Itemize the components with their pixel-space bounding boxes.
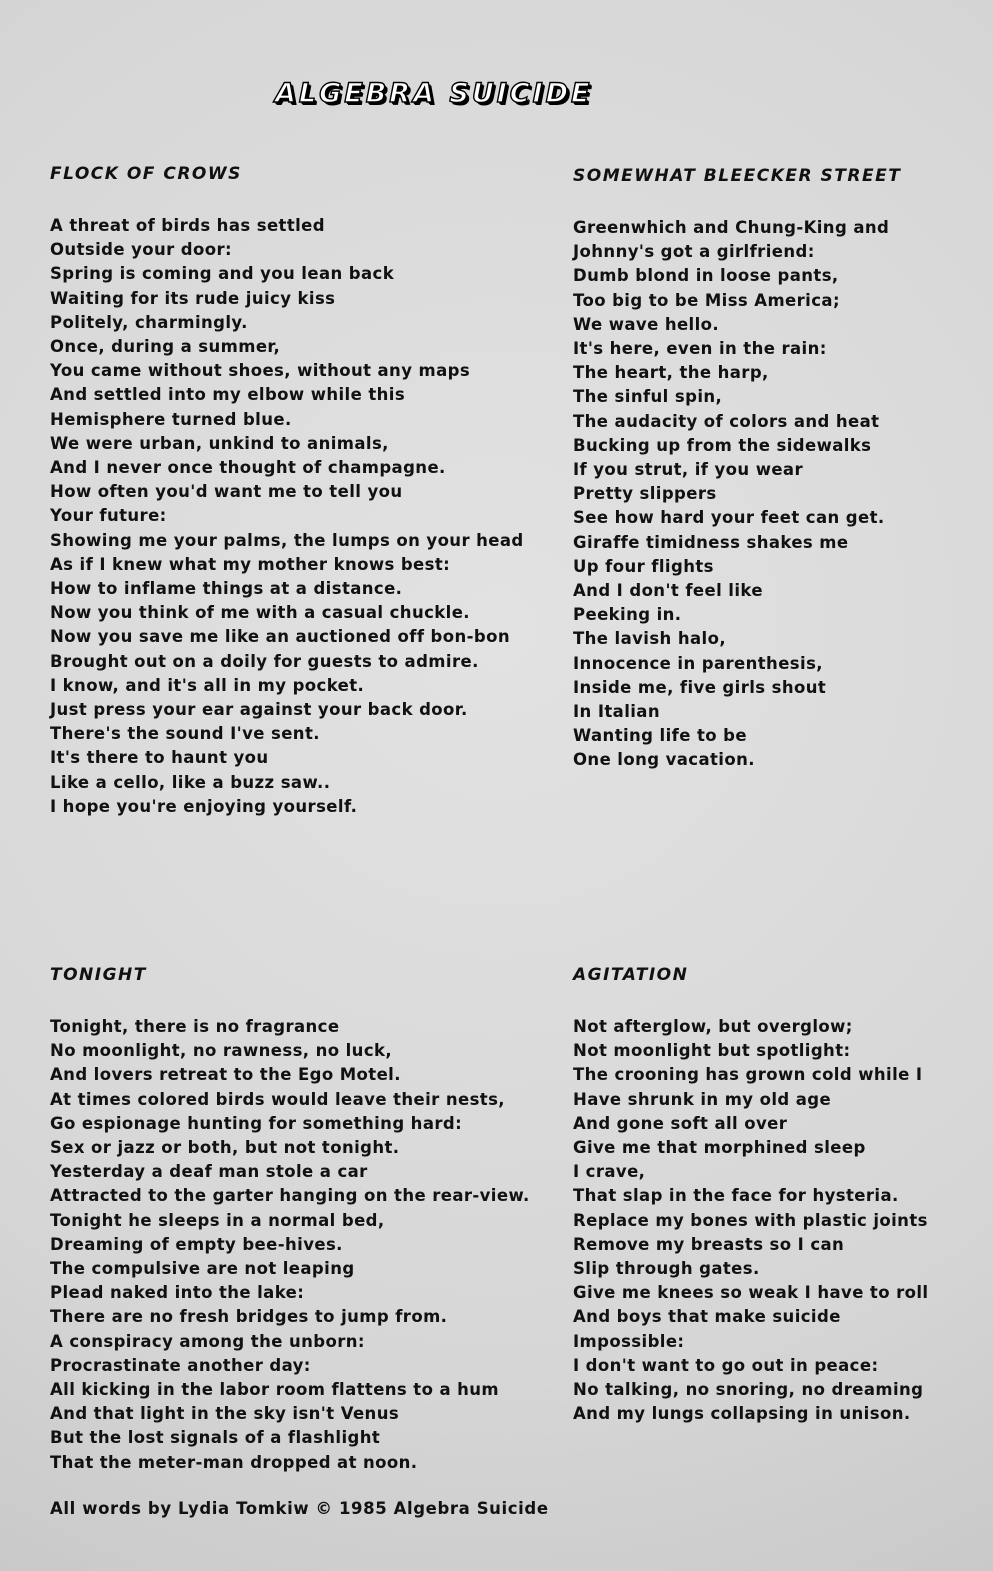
poem-line: As if I knew what my mother knows best: [50, 554, 451, 574]
poem-line: Not moonlight but spotlight: [573, 1041, 851, 1061]
poem-line: Sex or jazz or both, but not tonight. [50, 1138, 400, 1158]
poem-line: The lavish halo, [573, 629, 726, 649]
poem-line: Waiting for its rude juicy kiss [50, 288, 336, 308]
poem-line: And I never once thought of champagne. [50, 458, 446, 478]
poem-line: See how hard your feet can get. [573, 508, 885, 528]
poem-line: Plead naked into the lake: [50, 1283, 305, 1303]
poem-line: We wave hello. [573, 314, 720, 334]
poem-line: Pretty slippers [573, 484, 717, 504]
poem-line: Politely, charmingly. [50, 312, 248, 332]
poem-line: The crooning has grown cold while I [573, 1065, 923, 1085]
poem-line: The heart, the harp, [573, 363, 769, 383]
poem-line: I know, and it's all in my pocket. [50, 675, 365, 695]
poem-lines [573, 1015, 928, 1426]
poem-line: Too big to be Miss America; [573, 290, 840, 310]
poem-line: Go espionage hunting for something hard: [50, 1113, 463, 1133]
poem-line: The compulsive are not leaping [50, 1259, 355, 1279]
poem-line: Give me that morphined sleep [573, 1138, 866, 1158]
poem-line: Wanting life to be [573, 726, 747, 746]
poem-line: Have shrunk in my old age [573, 1089, 832, 1109]
poem-line: Tonight he sleeps in a normal bed, [50, 1210, 385, 1230]
poem-line: Impossible: [573, 1331, 685, 1351]
poem-line: In Italian [573, 702, 660, 722]
poem-line: Bucking up from the sidewalks [573, 435, 872, 455]
poem-line: There's the sound I've sent. [50, 724, 320, 744]
poem-line: And gone soft all over [573, 1113, 788, 1133]
poem-line: Brought out on a doily for guests to admire. [50, 651, 479, 671]
poem-lines [50, 1015, 530, 1475]
poem-line: And my lungs collapsing in unison. [573, 1404, 911, 1424]
poem-line: But the lost signals of a flashlight [50, 1428, 381, 1448]
poem-line: Johnny's got a girlfriend: [573, 242, 815, 262]
poem-lines [573, 216, 901, 773]
poem-line: Slip through gates. [573, 1259, 760, 1279]
poem-line: And settled into my elbow while this [50, 385, 406, 405]
poem-line: Not afterglow, but overglow; [573, 1017, 853, 1036]
poem-title: SOMEWHAT BLEECKER STREET [573, 166, 902, 186]
poem-line: Peeking in. [573, 605, 682, 625]
poem-line: You came without shoes, without any maps [50, 361, 471, 381]
poem-line: That the meter-man dropped at noon. [50, 1452, 418, 1472]
poem-line: Innocence in parenthesis, [573, 653, 823, 673]
poem-line: I crave, [573, 1162, 646, 1182]
poem-line: Like a cello, like a buzz saw.. [50, 772, 331, 792]
poem-line: Hemisphere turned blue. [50, 409, 292, 429]
poem-line: How often you'd want me to tell you [50, 482, 403, 502]
poem-line: It's here, even in the rain: [573, 339, 827, 359]
poem-line: Dreaming of empty bee-hives. [50, 1234, 343, 1254]
poem-line: Greenwhich and Chung-King and [573, 218, 890, 237]
poem-line: At times colored birds would leave their nests, [50, 1089, 505, 1109]
poem-line: Dumb blond in loose pants, [573, 266, 839, 286]
poem-line: Outside your door: [50, 240, 233, 260]
poem-line: I hope you're enjoying yourself. [50, 796, 358, 816]
poem-title: FLOCK OF CROWS [50, 164, 242, 184]
poem-line: Just press your ear against your back door. [50, 700, 468, 720]
poem-line: No talking, no snoring, no dreaming [573, 1380, 924, 1400]
poem-line: Replace my bones with plastic joints [573, 1210, 928, 1230]
poem-line: A threat of birds has settled [50, 216, 325, 235]
poem-line: Give me knees so weak I have to roll [573, 1283, 929, 1303]
poem-line: Your future: [50, 506, 167, 526]
poem-line: Now you save me like an auctioned off bon-bon [50, 627, 510, 647]
poem-line: And lovers retreat to the Ego Motel. [50, 1065, 401, 1085]
poem-line: Procrastinate another day: [50, 1355, 311, 1375]
poem-line: Yesterday a deaf man stole a car [50, 1162, 368, 1182]
poem-line: No moonlight, no rawness, no luck, [50, 1041, 393, 1061]
poem-flock-of-crows [50, 164, 524, 819]
copyright-credit: All words by Lydia Tomkiw © 1985 Algebra Suicide [50, 1499, 549, 1518]
poem-line: Once, during a summer, [50, 337, 281, 357]
poem-somewhat-bleecker-street [573, 166, 901, 773]
poem-line: Tonight, there is no fragrance [50, 1017, 340, 1036]
poem-agitation [573, 965, 928, 1426]
poem-title: AGITATION [573, 965, 689, 985]
poem-line: And I don't feel like [573, 581, 763, 601]
poem-lines [50, 214, 524, 819]
poem-line: If you strut, if you wear [573, 460, 804, 480]
poem-line: Inside me, five girls shout [573, 677, 827, 697]
poem-line: Giraffe timidness shakes me [573, 532, 849, 552]
poem-title: TONIGHT [50, 965, 147, 985]
poem-line: Spring is coming and you lean back [50, 264, 395, 284]
poem-line: The audacity of colors and heat [573, 411, 880, 431]
poem-line: And boys that make suicide [573, 1307, 841, 1327]
poem-line: I don't want to go out in peace: [573, 1355, 879, 1375]
poem-line: One long vacation. [573, 750, 755, 770]
poem-line: And that light in the sky isn't Venus [50, 1404, 400, 1424]
poem-line: It's there to haunt you [50, 748, 269, 768]
poem-line: That slap in the face for hysteria. [573, 1186, 899, 1206]
poem-line: The sinful spin, [573, 387, 723, 407]
poem-line: There are no fresh bridges to jump from. [50, 1307, 448, 1327]
poem-line: Remove my breasts so I can [573, 1234, 845, 1254]
poem-line: Now you think of me with a casual chuckle. [50, 603, 470, 623]
poem-line: All kicking in the labor room flattens to a hum [50, 1380, 500, 1400]
poem-line: A conspiracy among the unborn: [50, 1331, 365, 1351]
poem-line: How to inflame things at a distance. [50, 579, 403, 599]
poem-tonight [50, 965, 530, 1475]
page-title: ALGEBRA SUICIDE [275, 78, 593, 109]
poem-line: Attracted to the garter hanging on the rear-view. [50, 1186, 530, 1206]
poem-line: We were urban, unkind to animals, [50, 433, 389, 453]
poem-line: Showing me your palms, the lumps on your head [50, 530, 524, 550]
poem-line: Up four flights [573, 556, 714, 576]
